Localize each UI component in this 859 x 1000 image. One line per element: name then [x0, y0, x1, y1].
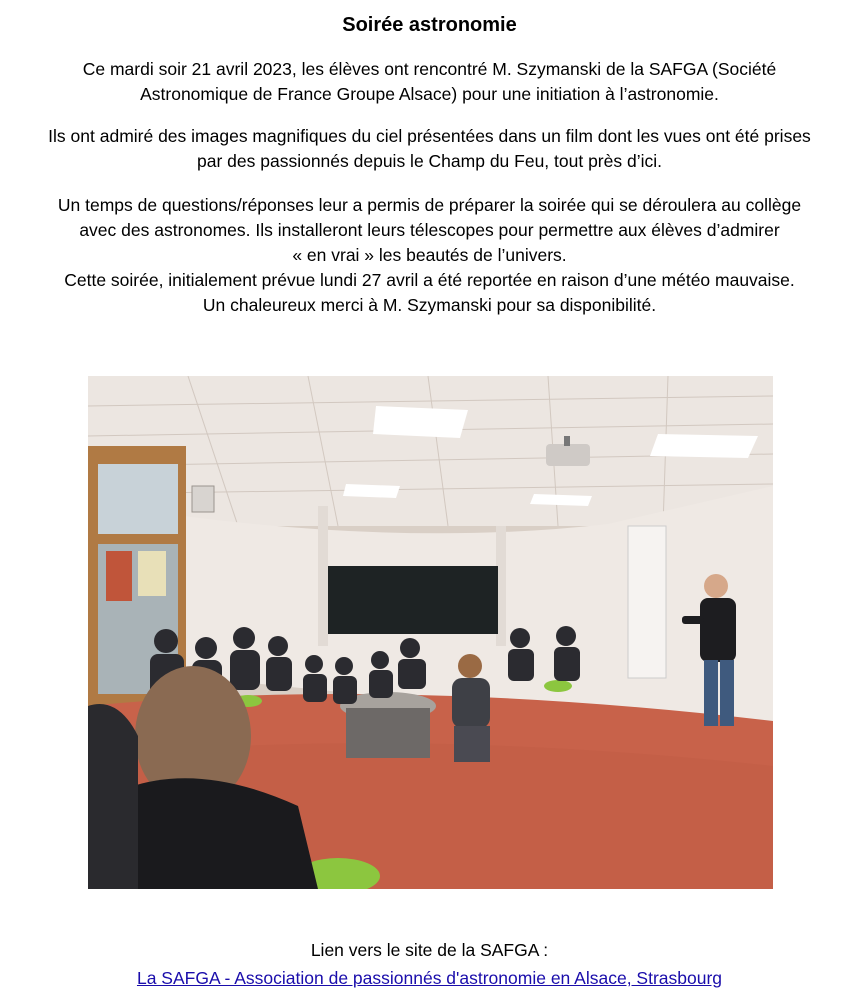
paragraph-line: par des passionnés depuis le Champ du Feu, tout près d’ici. [197, 151, 662, 171]
classroom-photo [88, 376, 773, 889]
paragraph-line: avec des astronomes. Ils installeront leurs télescopes pour permettre aux élèves d’admirer [79, 220, 780, 240]
paragraph-line: Astronomique de France Groupe Alsace) pour une initiation à l’astronomie. [140, 84, 719, 104]
paragraph-line: Un temps de questions/réponses leur a permis de préparer la soirée qui se déroulera au collège [57, 195, 802, 215]
paragraph-line: Ils ont admiré des images magnifiques du ciel présentées dans un film dont les vues ont été prises [48, 126, 811, 146]
paragraph-line: Cette soirée, initialement prévue lundi 27 avril a été reportée en raison d’une météo mauvaise. [64, 270, 795, 290]
link-label: Lien vers le site de la SAFGA : [310, 940, 549, 960]
safga-link[interactable]: La SAFGA - Association de passionnés d'astronomie en Alsace, Strasbourg [136, 968, 723, 988]
paragraph-questions [0, 193, 859, 318]
page-title: Soirée astronomie [342, 14, 517, 36]
paragraph-film [0, 124, 859, 174]
paragraph-line: Un chaleureux merci à M. Szymanski pour sa disponibilité. [202, 295, 657, 315]
paragraph-line: « en vrai » les beautés de l’univers. [292, 245, 567, 265]
link-container [0, 966, 859, 990]
paragraph-line: Ce mardi soir 21 avril 2023, les élèves ont rencontré M. Szymanski de la SAFGA (Société [82, 59, 777, 79]
paragraph-intro [0, 57, 859, 107]
